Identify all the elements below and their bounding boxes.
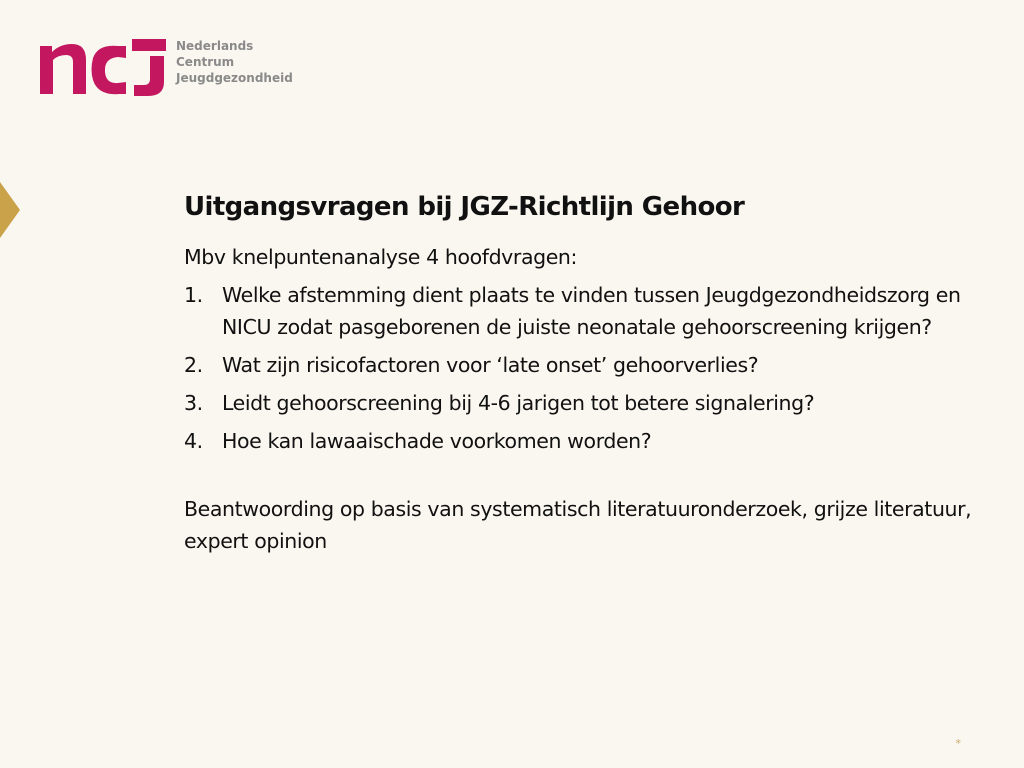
slide-title: Uitgangsvragen bij JGZ-Richtlijn Gehoor <box>184 192 745 222</box>
question-number: 3. <box>184 391 203 415</box>
intro-text: Mbv knelpuntenanalyse 4 hoofdvragen: <box>184 245 578 269</box>
question-item <box>184 279 974 343</box>
question-number: 4. <box>184 429 203 453</box>
question-text: Leidt gehoorscreening bij 4-6 jarigen tot betere signalering? <box>222 391 815 415</box>
question-text: Welke afstemming dient plaats te vinden tussen Jeugdgezondheidszorg en NICU zodat pasgeborenen de juiste neonatale gehoorscreening krijgen? <box>222 283 961 339</box>
question-list <box>184 279 974 457</box>
slide-content <box>184 187 974 557</box>
question-number: 1. <box>184 283 203 307</box>
question-text: Hoe kan lawaaischade voorkomen worden? <box>222 429 652 453</box>
question-text: Wat zijn risicofactoren voor ‘late onset’ gehoorverlies? <box>222 353 759 377</box>
footer-mark: * <box>955 737 961 750</box>
question-item <box>184 349 974 381</box>
accent-triangle-icon <box>0 182 20 238</box>
logo-text-line-1: Nederlands <box>176 39 254 53</box>
logo-text-line-2: Centrum <box>176 55 235 69</box>
logo-wordmark <box>176 38 293 86</box>
question-number: 2. <box>184 353 203 377</box>
question-item <box>184 425 974 457</box>
ncj-logo <box>38 36 293 98</box>
ncj-logo-mark-icon <box>38 36 170 98</box>
outro-text: Beantwoording op basis van systematisch literatuuronderzoek, grijze literatuur, expert opinion <box>184 497 972 553</box>
question-item <box>184 387 974 419</box>
logo-text-line-3: Jeugdgezondheid <box>176 71 293 85</box>
